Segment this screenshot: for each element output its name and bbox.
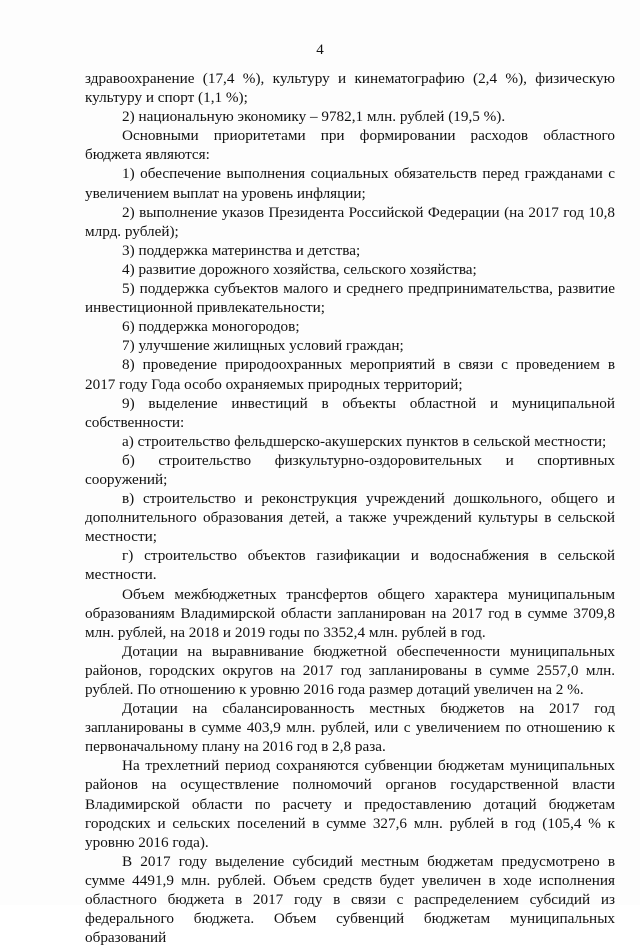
body-text (85, 69, 615, 947)
paragraph: 7) улучшение жилищных условий граждан; (122, 337, 404, 355)
paragraph: 3) поддержка материнства и детства; (122, 241, 361, 259)
paragraph: 6) поддержка моногородов; (122, 318, 300, 336)
paragraph: Дотации на сбалансированность местных бюджетов на 2017 год запланированы в сумме 403,9 млн. рублей, или с увеличением по отношению к первоначальному плану на 2016 год в 2,8 раза. (85, 700, 615, 756)
paragraph: в) строительство и реконструкция учреждений дошкольного, общего и дополнительного образования детей, а также учреждений культуры в сельской местности; (85, 490, 615, 546)
paragraph: 2) выполнение указов Президента Российской Федерации (на 2017 год 10,8 млрд. рублей); (85, 203, 615, 240)
paragraph: Дотации на выравнивание бюджетной обеспеченности муниципальных районов, городских округов на 2017 год запланированы в сумме 2557,0 млн. рублей. По отношению к уровню 2016 года размер дотаций увеличен на 2 %. (85, 642, 615, 698)
paragraph: 2) национальную экономику – 9782,1 млн. рублей (19,5 %). (122, 108, 506, 126)
paragraph: В 2017 году выделение субсидий местным бюджетам предусмотрено в сумме 4491,9 млн. рублей. Объем средств будет увеличен в ходе исполнения областного бюджета в 2017 году в связи с распределением субсидий из федерального бюджета. Объем субвенций бюджетам муниципальных образований (85, 852, 615, 947)
paragraph: 8) проведение природоохранных мероприятий в связи с проведением в 2017 году Года особо охраняемых природных территорий; (85, 356, 615, 393)
paragraph: а) строительство фельдшерско-акушерских пунктов в сельской местности; (122, 432, 607, 450)
page-number: 4 (316, 42, 324, 58)
paragraph: 9) выделение инвестиций в объекты областной и муниципальной собственности: (85, 394, 615, 431)
paragraph: 1) обеспечение выполнения социальных обязательств перед гражданами с увеличением выплат на уровень инфляции; (85, 165, 615, 202)
paragraph: б) строительство физкультурно-оздоровительных и спортивных сооружений; (85, 451, 615, 488)
paragraph: 4) развитие дорожного хозяйства, сельского хозяйства; (122, 260, 477, 278)
paragraph: здравоохранение (17,4 %), культуру и кинематографию (2,4 %), физическую культуру и спорт (1,1 %); (85, 70, 615, 107)
paragraph: На трехлетний период сохраняются субвенции бюджетам муниципальных районов на осуществление полномочий органов государственной власти Владимирской области по расчету и предоставлению дотаций бюджетам городских и сельских поселений в сумме 327,6 млн. рублей в год (105,4 % к уровню 2016 года). (85, 757, 615, 851)
paragraph: 5) поддержка субъектов малого и среднего предпринимательства, развитие инвестиционной привлекательности; (85, 280, 615, 317)
paragraph: г) строительство объектов газификации и водоснабжения в сельской местности. (85, 547, 615, 584)
paragraph: Объем межбюджетных трансфертов общего характера муниципальным образованиям Владимирской области запланирован на 2017 год в сумме 3709,8 млн. рублей, на 2018 и 2019 годы по 3352,4 млн. рублей в год. (85, 585, 615, 641)
paragraph: Основными приоритетами при формировании расходов областного бюджета являются: (85, 127, 615, 164)
